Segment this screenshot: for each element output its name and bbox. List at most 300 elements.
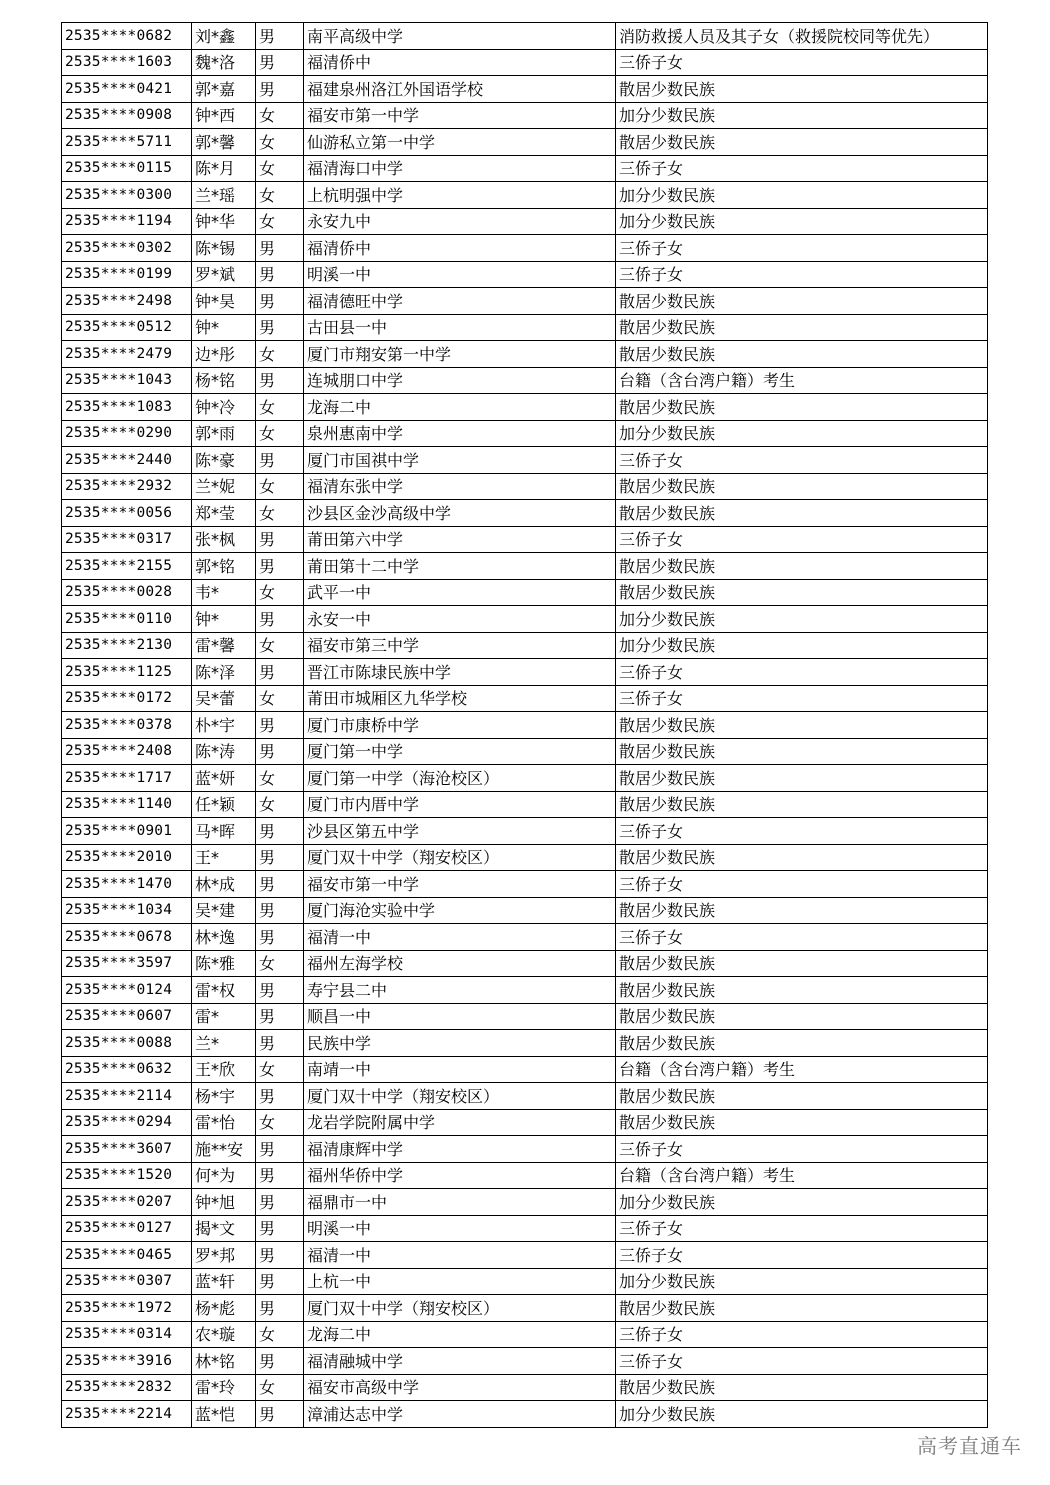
school-cell: 明溪一中 xyxy=(304,1215,616,1242)
table-row xyxy=(62,1083,988,1110)
exam-number-cell: 2535****1972 xyxy=(62,1295,192,1322)
table-row xyxy=(62,1003,988,1030)
category-cell: 散居少数民族 xyxy=(616,314,988,341)
category-cell: 三侨子女 xyxy=(616,659,988,686)
school-cell: 龙海二中 xyxy=(304,1321,616,1348)
school-cell: 厦门双十中学（翔安校区） xyxy=(304,844,616,871)
name-cell: 钟*旭 xyxy=(192,1189,256,1216)
school-cell: 福安市第三中学 xyxy=(304,632,616,659)
school-cell: 龙岩学院附属中学 xyxy=(304,1109,616,1136)
exam-number-cell: 2535****1140 xyxy=(62,791,192,818)
admission-list-table xyxy=(61,22,988,1428)
table-row xyxy=(62,1215,988,1242)
table-row xyxy=(62,606,988,633)
category-cell: 散居少数民族 xyxy=(616,1374,988,1401)
gender-cell: 女 xyxy=(256,208,304,235)
category-cell: 三侨子女 xyxy=(616,526,988,553)
gender-cell: 男 xyxy=(256,659,304,686)
table-row xyxy=(62,420,988,447)
table-row xyxy=(62,500,988,527)
school-cell: 福清侨中 xyxy=(304,49,616,76)
category-cell: 散居少数民族 xyxy=(616,288,988,315)
gender-cell: 男 xyxy=(256,1136,304,1163)
category-cell: 散居少数民族 xyxy=(616,473,988,500)
table-row xyxy=(62,1268,988,1295)
name-cell: 刘*鑫 xyxy=(192,23,256,50)
name-cell: 钟*冷 xyxy=(192,394,256,421)
name-cell: 兰*妮 xyxy=(192,473,256,500)
gender-cell: 男 xyxy=(256,526,304,553)
exam-number-cell: 2535****0028 xyxy=(62,579,192,606)
school-cell: 厦门市康桥中学 xyxy=(304,712,616,739)
exam-number-cell: 2535****1043 xyxy=(62,367,192,394)
name-cell: 罗*邦 xyxy=(192,1242,256,1269)
exam-number-cell: 2535****0901 xyxy=(62,818,192,845)
name-cell: 雷*馨 xyxy=(192,632,256,659)
gender-cell: 男 xyxy=(256,553,304,580)
school-cell: 福清东张中学 xyxy=(304,473,616,500)
category-cell: 散居少数民族 xyxy=(616,1083,988,1110)
name-cell: 陈*涛 xyxy=(192,738,256,765)
exam-number-cell: 2535****2155 xyxy=(62,553,192,580)
name-cell: 王*欣 xyxy=(192,1056,256,1083)
table-body xyxy=(62,23,988,1428)
school-cell: 福清海口中学 xyxy=(304,155,616,182)
name-cell: 王* xyxy=(192,844,256,871)
category-cell: 加分少数民族 xyxy=(616,1268,988,1295)
exam-number-cell: 2535****2479 xyxy=(62,341,192,368)
name-cell: 郭*嘉 xyxy=(192,76,256,103)
exam-number-cell: 2535****3916 xyxy=(62,1348,192,1375)
category-cell: 三侨子女 xyxy=(616,871,988,898)
exam-number-cell: 2535****0682 xyxy=(62,23,192,50)
name-cell: 钟*昊 xyxy=(192,288,256,315)
name-cell: 施**安 xyxy=(192,1136,256,1163)
table-row xyxy=(62,288,988,315)
exam-number-cell: 2535****2932 xyxy=(62,473,192,500)
school-cell: 晋江市陈埭民族中学 xyxy=(304,659,616,686)
school-cell: 福鼎市一中 xyxy=(304,1189,616,1216)
gender-cell: 男 xyxy=(256,314,304,341)
school-cell: 福清侨中 xyxy=(304,235,616,262)
category-cell: 散居少数民族 xyxy=(616,950,988,977)
exam-number-cell: 2535****0607 xyxy=(62,1003,192,1030)
exam-number-cell: 2535****1717 xyxy=(62,765,192,792)
table-row xyxy=(62,447,988,474)
category-cell: 加分少数民族 xyxy=(616,420,988,447)
table-row xyxy=(62,1374,988,1401)
school-cell: 福安市第一中学 xyxy=(304,102,616,129)
table-row xyxy=(62,23,988,50)
gender-cell: 男 xyxy=(256,1189,304,1216)
name-cell: 杨*铭 xyxy=(192,367,256,394)
gender-cell: 女 xyxy=(256,102,304,129)
table-row xyxy=(62,1242,988,1269)
name-cell: 陈*锡 xyxy=(192,235,256,262)
exam-number-cell: 2535****2114 xyxy=(62,1083,192,1110)
table-row xyxy=(62,659,988,686)
exam-number-cell: 2535****1125 xyxy=(62,659,192,686)
exam-number-cell: 2535****0172 xyxy=(62,685,192,712)
table-row xyxy=(62,738,988,765)
name-cell: 吴*蕾 xyxy=(192,685,256,712)
name-cell: 揭*文 xyxy=(192,1215,256,1242)
gender-cell: 女 xyxy=(256,420,304,447)
table-row xyxy=(62,1189,988,1216)
exam-number-cell: 2535****2010 xyxy=(62,844,192,871)
gender-cell: 男 xyxy=(256,447,304,474)
table-row xyxy=(62,553,988,580)
name-cell: 兰*瑶 xyxy=(192,182,256,209)
name-cell: 蓝*恺 xyxy=(192,1401,256,1428)
table-row xyxy=(62,579,988,606)
category-cell: 散居少数民族 xyxy=(616,1109,988,1136)
school-cell: 连城朋口中学 xyxy=(304,367,616,394)
table-row xyxy=(62,76,988,103)
name-cell: 杨*宇 xyxy=(192,1083,256,1110)
category-cell: 台籍（含台湾户籍）考生 xyxy=(616,1056,988,1083)
category-cell: 加分少数民族 xyxy=(616,182,988,209)
category-cell: 三侨子女 xyxy=(616,1348,988,1375)
gender-cell: 女 xyxy=(256,1056,304,1083)
school-cell: 古田县一中 xyxy=(304,314,616,341)
name-cell: 韦* xyxy=(192,579,256,606)
name-cell: 任*颖 xyxy=(192,791,256,818)
name-cell: 魏*洛 xyxy=(192,49,256,76)
category-cell: 台籍（含台湾户籍）考生 xyxy=(616,1162,988,1189)
exam-number-cell: 2535****1194 xyxy=(62,208,192,235)
name-cell: 雷* xyxy=(192,1003,256,1030)
category-cell: 三侨子女 xyxy=(616,261,988,288)
school-cell: 厦门市内厝中学 xyxy=(304,791,616,818)
table-row xyxy=(62,791,988,818)
category-cell: 散居少数民族 xyxy=(616,341,988,368)
gender-cell: 男 xyxy=(256,844,304,871)
school-cell: 沙县区第五中学 xyxy=(304,818,616,845)
exam-number-cell: 2535****0421 xyxy=(62,76,192,103)
table-row xyxy=(62,49,988,76)
category-cell: 散居少数民族 xyxy=(616,76,988,103)
name-cell: 罗*斌 xyxy=(192,261,256,288)
name-cell: 钟*华 xyxy=(192,208,256,235)
school-cell: 福清融城中学 xyxy=(304,1348,616,1375)
category-cell: 三侨子女 xyxy=(616,155,988,182)
gender-cell: 女 xyxy=(256,341,304,368)
school-cell: 福清康辉中学 xyxy=(304,1136,616,1163)
name-cell: 郑*莹 xyxy=(192,500,256,527)
school-cell: 福州左海学校 xyxy=(304,950,616,977)
exam-number-cell: 2535****0302 xyxy=(62,235,192,262)
table-row xyxy=(62,897,988,924)
school-cell: 南靖一中 xyxy=(304,1056,616,1083)
table-row xyxy=(62,950,988,977)
category-cell: 三侨子女 xyxy=(616,447,988,474)
name-cell: 雷*怡 xyxy=(192,1109,256,1136)
category-cell: 三侨子女 xyxy=(616,49,988,76)
exam-number-cell: 2535****1520 xyxy=(62,1162,192,1189)
name-cell: 林*铭 xyxy=(192,1348,256,1375)
name-cell: 钟* xyxy=(192,606,256,633)
name-cell: 兰* xyxy=(192,1030,256,1057)
exam-number-cell: 2535****2214 xyxy=(62,1401,192,1428)
category-cell: 散居少数民族 xyxy=(616,738,988,765)
gender-cell: 女 xyxy=(256,1374,304,1401)
name-cell: 张*枫 xyxy=(192,526,256,553)
category-cell: 加分少数民族 xyxy=(616,102,988,129)
category-cell: 散居少数民族 xyxy=(616,553,988,580)
table-row xyxy=(62,765,988,792)
gender-cell: 男 xyxy=(256,897,304,924)
name-cell: 陈*月 xyxy=(192,155,256,182)
exam-number-cell: 2535****0317 xyxy=(62,526,192,553)
name-cell: 雷*玲 xyxy=(192,1374,256,1401)
school-cell: 上杭一中 xyxy=(304,1268,616,1295)
exam-number-cell: 2535****1603 xyxy=(62,49,192,76)
gender-cell: 男 xyxy=(256,818,304,845)
table-row xyxy=(62,235,988,262)
gender-cell: 女 xyxy=(256,765,304,792)
school-cell: 福清一中 xyxy=(304,1242,616,1269)
school-cell: 泉州惠南中学 xyxy=(304,420,616,447)
exam-number-cell: 2535****0512 xyxy=(62,314,192,341)
exam-number-cell: 2535****0294 xyxy=(62,1109,192,1136)
table-row xyxy=(62,473,988,500)
school-cell: 永安一中 xyxy=(304,606,616,633)
exam-number-cell: 2535****1470 xyxy=(62,871,192,898)
category-cell: 散居少数民族 xyxy=(616,500,988,527)
school-cell: 厦门海沧实验中学 xyxy=(304,897,616,924)
category-cell: 散居少数民族 xyxy=(616,765,988,792)
table-row xyxy=(62,632,988,659)
school-cell: 顺昌一中 xyxy=(304,1003,616,1030)
category-cell: 散居少数民族 xyxy=(616,129,988,156)
exam-number-cell: 2535****0199 xyxy=(62,261,192,288)
category-cell: 三侨子女 xyxy=(616,1321,988,1348)
gender-cell: 男 xyxy=(256,49,304,76)
gender-cell: 男 xyxy=(256,712,304,739)
gender-cell: 男 xyxy=(256,288,304,315)
school-cell: 仙游私立第一中学 xyxy=(304,129,616,156)
table-row xyxy=(62,1056,988,1083)
table-row xyxy=(62,367,988,394)
exam-number-cell: 2535****2832 xyxy=(62,1374,192,1401)
gender-cell: 男 xyxy=(256,924,304,951)
school-cell: 明溪一中 xyxy=(304,261,616,288)
school-cell: 武平一中 xyxy=(304,579,616,606)
table-row xyxy=(62,977,988,1004)
gender-cell: 男 xyxy=(256,871,304,898)
gender-cell: 男 xyxy=(256,1030,304,1057)
table-row xyxy=(62,1321,988,1348)
exam-number-cell: 2535****0124 xyxy=(62,977,192,1004)
category-cell: 加分少数民族 xyxy=(616,632,988,659)
school-cell: 寿宁县二中 xyxy=(304,977,616,1004)
table-row xyxy=(62,182,988,209)
table-row xyxy=(62,526,988,553)
exam-number-cell: 2535****2440 xyxy=(62,447,192,474)
exam-number-cell: 2535****0632 xyxy=(62,1056,192,1083)
exam-number-cell: 2535****0088 xyxy=(62,1030,192,1057)
gender-cell: 女 xyxy=(256,579,304,606)
gender-cell: 男 xyxy=(256,1215,304,1242)
table-row xyxy=(62,155,988,182)
table-row xyxy=(62,1401,988,1428)
table-row xyxy=(62,685,988,712)
exam-number-cell: 2535****0678 xyxy=(62,924,192,951)
category-cell: 三侨子女 xyxy=(616,685,988,712)
gender-cell: 女 xyxy=(256,685,304,712)
table-row xyxy=(62,1030,988,1057)
table-row xyxy=(62,844,988,871)
gender-cell: 男 xyxy=(256,23,304,50)
gender-cell: 男 xyxy=(256,738,304,765)
table-row xyxy=(62,818,988,845)
category-cell: 散居少数民族 xyxy=(616,791,988,818)
table-row xyxy=(62,924,988,951)
name-cell: 林*逸 xyxy=(192,924,256,951)
exam-number-cell: 2535****0290 xyxy=(62,420,192,447)
exam-number-cell: 2535****3597 xyxy=(62,950,192,977)
gender-cell: 女 xyxy=(256,791,304,818)
exam-number-cell: 2535****3607 xyxy=(62,1136,192,1163)
name-cell: 陈*泽 xyxy=(192,659,256,686)
gender-cell: 女 xyxy=(256,1109,304,1136)
table-row xyxy=(62,129,988,156)
table-row xyxy=(62,871,988,898)
school-cell: 厦门双十中学（翔安校区） xyxy=(304,1295,616,1322)
school-cell: 永安九中 xyxy=(304,208,616,235)
name-cell: 陈*豪 xyxy=(192,447,256,474)
gender-cell: 男 xyxy=(256,76,304,103)
name-cell: 钟* xyxy=(192,314,256,341)
category-cell: 散居少数民族 xyxy=(616,897,988,924)
gender-cell: 男 xyxy=(256,1348,304,1375)
exam-number-cell: 2535****0307 xyxy=(62,1268,192,1295)
gender-cell: 男 xyxy=(256,1003,304,1030)
name-cell: 吴*建 xyxy=(192,897,256,924)
school-cell: 福安市第一中学 xyxy=(304,871,616,898)
school-cell: 福建泉州洛江外国语学校 xyxy=(304,76,616,103)
exam-number-cell: 2535****0207 xyxy=(62,1189,192,1216)
table-row xyxy=(62,341,988,368)
school-cell: 上杭明强中学 xyxy=(304,182,616,209)
category-cell: 散居少数民族 xyxy=(616,844,988,871)
category-cell: 散居少数民族 xyxy=(616,712,988,739)
school-cell: 南平高级中学 xyxy=(304,23,616,50)
category-cell: 三侨子女 xyxy=(616,924,988,951)
category-cell: 加分少数民族 xyxy=(616,1401,988,1428)
category-cell: 三侨子女 xyxy=(616,235,988,262)
school-cell: 厦门市翔安第一中学 xyxy=(304,341,616,368)
category-cell: 三侨子女 xyxy=(616,1215,988,1242)
category-cell: 三侨子女 xyxy=(616,818,988,845)
exam-number-cell: 2535****0300 xyxy=(62,182,192,209)
exam-number-cell: 2535****2408 xyxy=(62,738,192,765)
category-cell: 散居少数民族 xyxy=(616,977,988,1004)
name-cell: 郭*雨 xyxy=(192,420,256,447)
school-cell: 龙海二中 xyxy=(304,394,616,421)
gender-cell: 女 xyxy=(256,1321,304,1348)
exam-number-cell: 2535****5711 xyxy=(62,129,192,156)
school-cell: 厦门第一中学 xyxy=(304,738,616,765)
exam-number-cell: 2535****0056 xyxy=(62,500,192,527)
exam-number-cell: 2535****0465 xyxy=(62,1242,192,1269)
school-cell: 厦门市国祺中学 xyxy=(304,447,616,474)
school-cell: 福安市高级中学 xyxy=(304,1374,616,1401)
gender-cell: 男 xyxy=(256,235,304,262)
school-cell: 福州华侨中学 xyxy=(304,1162,616,1189)
gender-cell: 男 xyxy=(256,261,304,288)
table-row xyxy=(62,1295,988,1322)
gender-cell: 女 xyxy=(256,182,304,209)
school-cell: 莆田第六中学 xyxy=(304,526,616,553)
category-cell: 消防救援人员及其子女（救援院校同等优先） xyxy=(616,23,988,50)
exam-number-cell: 2535****1083 xyxy=(62,394,192,421)
exam-number-cell: 2535****0115 xyxy=(62,155,192,182)
name-cell: 林*成 xyxy=(192,871,256,898)
exam-number-cell: 2535****0378 xyxy=(62,712,192,739)
category-cell: 台籍（含台湾户籍）考生 xyxy=(616,367,988,394)
table-row xyxy=(62,1348,988,1375)
name-cell: 农*璇 xyxy=(192,1321,256,1348)
exam-number-cell: 2535****0908 xyxy=(62,102,192,129)
category-cell: 散居少数民族 xyxy=(616,1003,988,1030)
gender-cell: 女 xyxy=(256,394,304,421)
category-cell: 散居少数民族 xyxy=(616,579,988,606)
gender-cell: 女 xyxy=(256,473,304,500)
name-cell: 郭*铭 xyxy=(192,553,256,580)
category-cell: 三侨子女 xyxy=(616,1136,988,1163)
exam-number-cell: 2535****0127 xyxy=(62,1215,192,1242)
exam-number-cell: 2535****2130 xyxy=(62,632,192,659)
gender-cell: 男 xyxy=(256,1268,304,1295)
gender-cell: 男 xyxy=(256,977,304,1004)
gender-cell: 女 xyxy=(256,155,304,182)
name-cell: 陈*雅 xyxy=(192,950,256,977)
name-cell: 马*晖 xyxy=(192,818,256,845)
name-cell: 蓝*轩 xyxy=(192,1268,256,1295)
name-cell: 朴*宇 xyxy=(192,712,256,739)
name-cell: 钟*西 xyxy=(192,102,256,129)
table-row xyxy=(62,1136,988,1163)
gender-cell: 女 xyxy=(256,500,304,527)
gender-cell: 女 xyxy=(256,129,304,156)
category-cell: 加分少数民族 xyxy=(616,606,988,633)
gender-cell: 女 xyxy=(256,950,304,977)
gender-cell: 女 xyxy=(256,632,304,659)
exam-number-cell: 2535****0314 xyxy=(62,1321,192,1348)
exam-number-cell: 2535****0110 xyxy=(62,606,192,633)
school-cell: 漳浦达志中学 xyxy=(304,1401,616,1428)
category-cell: 加分少数民族 xyxy=(616,208,988,235)
name-cell: 何*为 xyxy=(192,1162,256,1189)
table-row xyxy=(62,1162,988,1189)
table-row xyxy=(62,712,988,739)
school-cell: 莆田第十二中学 xyxy=(304,553,616,580)
category-cell: 散居少数民族 xyxy=(616,394,988,421)
gender-cell: 男 xyxy=(256,1242,304,1269)
category-cell: 散居少数民族 xyxy=(616,1030,988,1057)
category-cell: 三侨子女 xyxy=(616,1242,988,1269)
table-row xyxy=(62,261,988,288)
category-cell: 散居少数民族 xyxy=(616,1295,988,1322)
school-cell: 厦门第一中学（海沧校区） xyxy=(304,765,616,792)
name-cell: 郭*馨 xyxy=(192,129,256,156)
school-cell: 福清一中 xyxy=(304,924,616,951)
name-cell: 蓝*妍 xyxy=(192,765,256,792)
gender-cell: 男 xyxy=(256,1162,304,1189)
name-cell: 雷*权 xyxy=(192,977,256,1004)
